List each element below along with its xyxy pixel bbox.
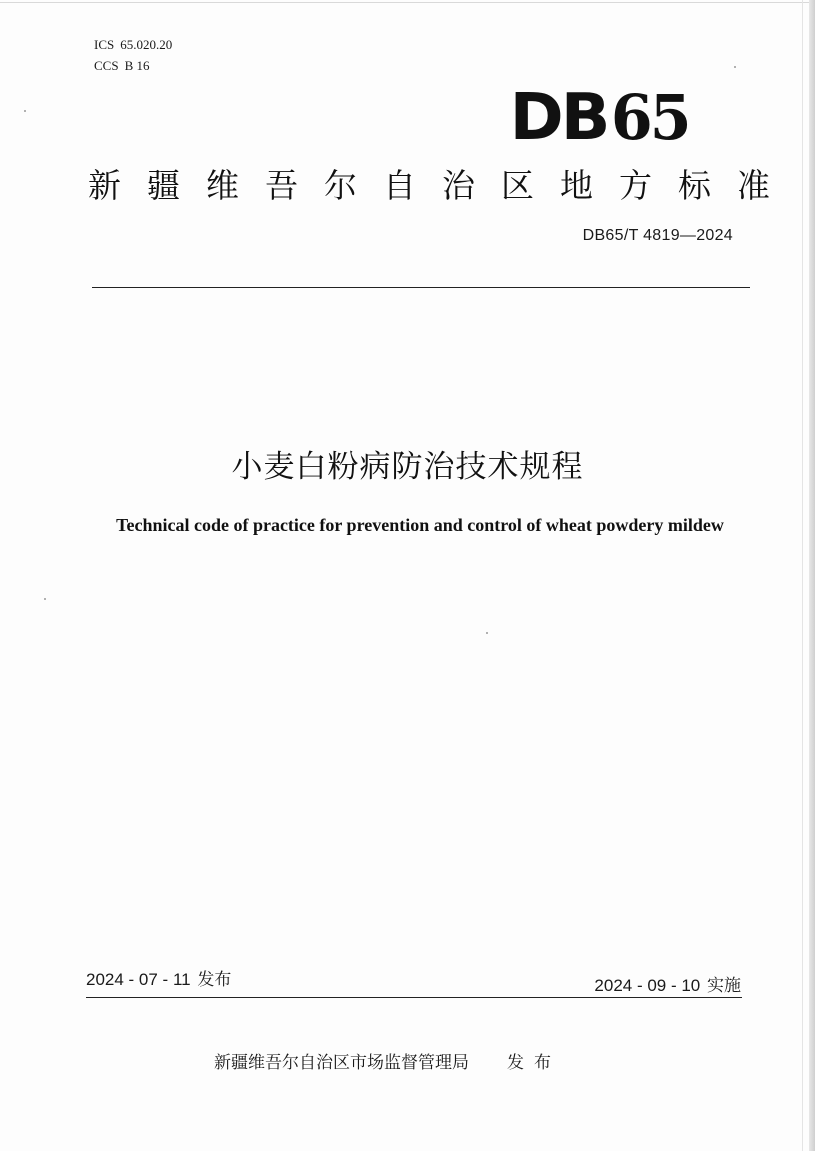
scan-speck [24,110,26,112]
scan-edge-line [802,0,803,1151]
issue-label: 发布 [197,970,232,990]
issue-date-block [86,968,231,992]
header-divider [92,287,750,288]
organization-standard-title: 新疆维吾尔自治区地方标准 [88,166,796,205]
scan-speck [486,632,488,634]
publish-action: 发布 [507,1053,561,1073]
scan-speck [734,66,736,68]
ics-value: 65.020.20 [120,37,173,52]
scan-speck [44,598,46,600]
ccs-label: CCS [94,58,119,73]
issue-date: 2024 - 07 - 11 [86,970,191,989]
standard-number: DB65/T 4819—2024 [582,227,733,244]
classification-codes [94,34,172,76]
footer-divider [86,997,742,998]
implementation-date: 2024 - 09 - 10 [594,976,701,995]
db-standard-logo [509,81,689,155]
ccs-code [94,55,172,76]
publisher-name: 新疆维吾尔自治区市场监督管理局 [214,1053,469,1073]
scan-right-edge [809,0,815,1151]
implementation-label: 实施 [707,976,741,996]
implementation-date-block [594,974,741,998]
ics-label: ICS [94,37,115,52]
document-title-chinese: 小麦白粉病防治技术规程 [231,449,584,485]
ics-code [94,34,172,55]
logo-number: 65 [610,81,689,154]
ccs-value: B 16 [124,58,150,73]
logo-letters: DB [509,81,608,155]
document-title-english: Technical code of practice for prevention and control of wheat powdery mildew [116,515,724,535]
scan-top-border [0,2,815,3]
publisher-line [214,1050,561,1076]
